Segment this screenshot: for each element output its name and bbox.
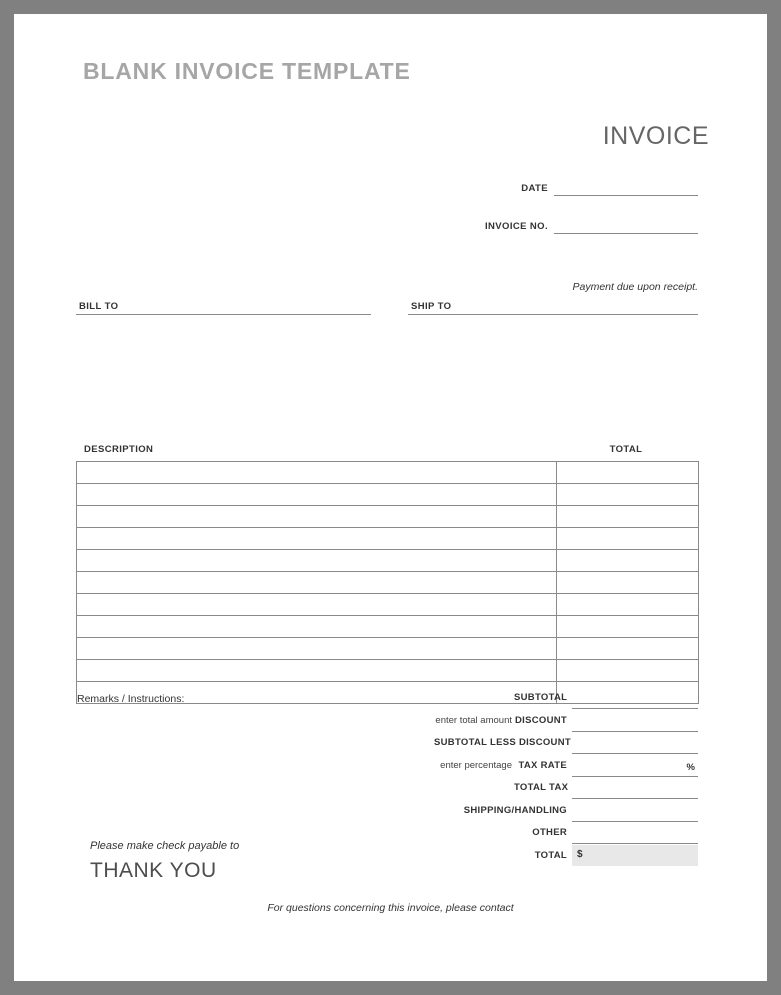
table-row[interactable] <box>77 550 699 572</box>
thank-you-text: THANK YOU <box>90 859 217 882</box>
totals-input-discount[interactable] <box>572 709 698 732</box>
totals-block <box>394 686 698 866</box>
table-header-description: DESCRIPTION <box>84 444 154 455</box>
date-label: DATE <box>521 183 548 194</box>
totals-input-grand-total[interactable] <box>572 845 698 866</box>
totals-label-grand-total: TOTAL <box>534 849 567 861</box>
cell-description[interactable] <box>77 638 557 660</box>
totals-input-shipping-handling[interactable] <box>572 799 698 822</box>
line-items-body <box>77 462 699 704</box>
line-items-table <box>76 461 699 704</box>
cell-total[interactable] <box>557 660 699 682</box>
table-row[interactable] <box>77 462 699 484</box>
table-row[interactable] <box>77 484 699 506</box>
questions-text: For questions concerning this invoice, please contact <box>267 902 514 914</box>
cell-description[interactable] <box>77 572 557 594</box>
ship-to-input[interactable] <box>408 314 698 315</box>
totals-hint-tax-rate: enter percentage <box>440 759 512 771</box>
table-header-total: TOTAL <box>609 444 643 455</box>
totals-row-subtotal[interactable] <box>394 686 698 709</box>
totals-row-tax-rate[interactable] <box>394 754 698 777</box>
invoice-number-label: INVOICE NO. <box>485 221 548 232</box>
cell-description[interactable] <box>77 550 557 572</box>
invoice-sheet <box>14 14 767 981</box>
page-title: BLANK INVOICE TEMPLATE <box>83 58 411 84</box>
table-row[interactable] <box>77 638 699 660</box>
cell-total[interactable] <box>557 638 699 660</box>
ship-to-label: SHIP TO <box>411 301 452 312</box>
payment-terms-text: Payment due upon receipt. <box>572 281 698 293</box>
remarks-label: Remarks / Instructions: <box>77 693 185 705</box>
totals-label-total-tax: TOTAL TAX <box>514 782 569 793</box>
cell-description[interactable] <box>77 594 557 616</box>
date-input[interactable] <box>554 171 698 196</box>
totals-hint-discount: enter total amount <box>435 714 512 726</box>
totals-label-other: OTHER <box>532 827 567 838</box>
totals-label-discount: DISCOUNT <box>514 714 567 726</box>
invoice-page <box>14 14 767 981</box>
totals-row-discount[interactable] <box>394 709 698 732</box>
totals-row-subtotal-less-discount[interactable] <box>394 731 698 754</box>
totals-input-other[interactable] <box>572 821 698 844</box>
cell-total[interactable] <box>557 616 699 638</box>
totals-label-tax-rate: TAX RATE <box>518 759 567 771</box>
date-field[interactable] <box>521 172 698 196</box>
totals-label-shipping-handling: SHIPPING/HANDLING <box>463 804 567 816</box>
cell-total[interactable] <box>557 484 699 506</box>
invoice-number-field[interactable] <box>485 210 698 234</box>
table-row[interactable] <box>77 528 699 550</box>
totals-row-shipping-handling[interactable] <box>394 799 698 822</box>
cell-total[interactable] <box>557 506 699 528</box>
cell-description[interactable] <box>77 506 557 528</box>
table-row[interactable] <box>77 594 699 616</box>
invoice-number-input[interactable] <box>554 209 698 234</box>
table-row[interactable] <box>77 616 699 638</box>
cell-total[interactable] <box>557 594 699 616</box>
totals-input-subtotal-less-discount[interactable] <box>572 731 698 754</box>
totals-row-other[interactable] <box>394 821 698 844</box>
bill-to-field[interactable] <box>76 297 371 315</box>
totals-row-grand-total[interactable] <box>394 844 698 867</box>
totals-label-subtotal-less-discount: SUBTOTAL LESS DISCOUNT <box>434 737 571 748</box>
table-row[interactable] <box>77 660 699 682</box>
payable-to-text: Please make check payable to <box>90 840 240 852</box>
cell-total[interactable] <box>557 572 699 594</box>
cell-total[interactable] <box>557 550 699 572</box>
cell-description[interactable] <box>77 616 557 638</box>
totals-row-total-tax[interactable] <box>394 776 698 799</box>
cell-total[interactable] <box>557 528 699 550</box>
totals-input-subtotal[interactable] <box>572 686 698 709</box>
totals-input-total-tax[interactable] <box>572 776 698 799</box>
totals-input-tax-rate[interactable] <box>572 754 698 777</box>
table-row[interactable] <box>77 506 699 528</box>
cell-description[interactable] <box>77 660 557 682</box>
invoice-heading: INVOICE <box>602 122 709 150</box>
percent-symbol: % <box>686 761 695 773</box>
cell-description[interactable] <box>77 528 557 550</box>
cell-total[interactable] <box>557 462 699 484</box>
ship-to-field[interactable] <box>408 297 698 315</box>
table-row[interactable] <box>77 572 699 594</box>
cell-description[interactable] <box>77 462 557 484</box>
cell-description[interactable] <box>77 484 557 506</box>
bill-to-input[interactable] <box>76 314 371 315</box>
totals-label-subtotal: SUBTOTAL <box>514 692 568 703</box>
bill-to-label: BILL TO <box>79 301 119 312</box>
currency-symbol: $ <box>577 848 583 860</box>
